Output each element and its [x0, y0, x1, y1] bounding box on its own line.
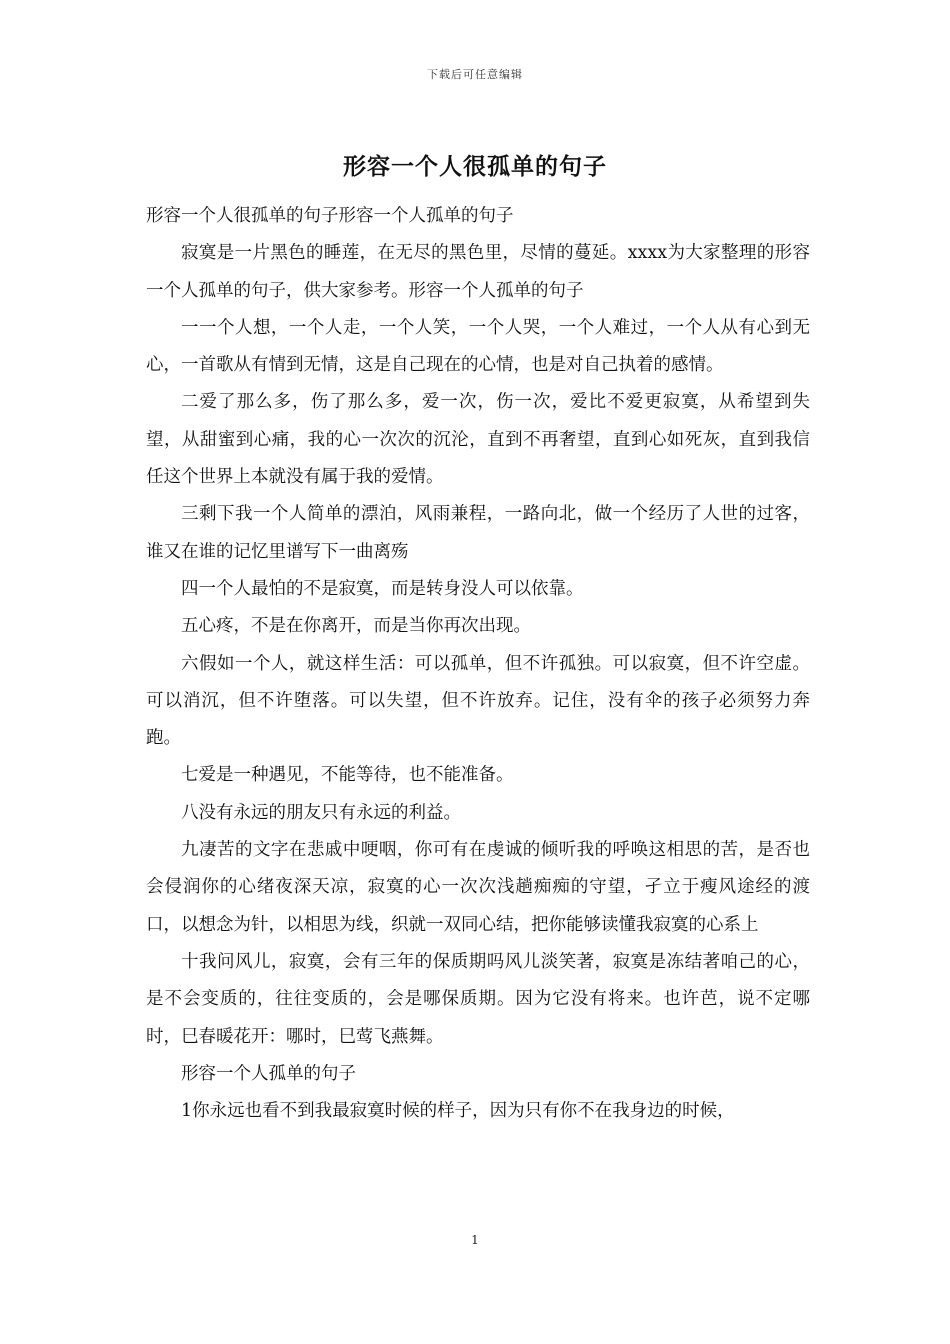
document-subtitle: 形容一个人很孤单的句子形容一个人孤单的句子	[146, 206, 514, 226]
document-title: 形容一个人很孤单的句子	[343, 153, 607, 180]
paragraph-1: 一一个人想，一个人走，一个人笑，一个人哭，一个人难过，一个人从有心到无心，一首歌从有情到无情，这是自己现在的心情，也是对自己执着的感情。	[146, 317, 810, 376]
paragraph-5: 五心疼，不是在你离开，而是当你再次出现。	[181, 616, 531, 637]
paragraph-8: 八没有永远的朋友只有永远的利益。	[181, 802, 461, 823]
header-note: 下载后可任意编辑	[427, 68, 523, 81]
paragraph-2: 二爱了那么多，伤了那么多，爱一次，伤一次，爱比不爱更寂寞，从希望到失望，从甜蜜到心痛，我的心一次次的沉沦，直到不再奢望，直到心如死灰，直到我信任这个世界上本就没有属于我的爱情。	[146, 392, 810, 488]
paragraph-7: 七爱是一种遇见，不能等待，也不能准备。	[181, 765, 514, 786]
paragraph-10: 十我问风儿，寂寞，会有三年的保质期吗风儿淡笑著，寂寞是冻结著咱己的心，是不会变质的，往往变质的，会是哪保质期。因为它没有将来。也许芭，说不定哪时，巳春暖花开：哪时，巳莺飞燕舞。	[146, 951, 810, 1047]
paragraph-3: 三剩下我一个人简单的漂泊，风雨兼程，一路向北，做一个经历了人世的过客，谁又在谁的记忆里谱写下一曲离殇	[146, 504, 810, 562]
section-heading: 形容一个人孤单的句子	[181, 1063, 356, 1084]
paragraph-6: 六假如一个人，就这样生活：可以孤单，但不许孤独。可以寂寞，但不许空虚。可以消沉，但不许堕落。可以失望，但不许放弃。记住，没有伞的孩子必须努力奔跑。	[146, 653, 810, 749]
paragraph-list-1: 1你永远也看不到我最寂寞时候的样子，因为只有你不在我身边的时候，	[181, 1101, 735, 1122]
document-body	[146, 198, 810, 1130]
paragraph-4: 四一个人最怕的不是寂寞，而是转身没人可以依靠。	[181, 578, 584, 599]
page-number: 1	[471, 1233, 479, 1247]
paragraph-9: 九凄苦的文字在悲戚中哽咽，你可有在虔诚的倾听我的呼唤这相思的苦，是否也会侵润你的心绪夜深天凉，寂寞的心一次次浅趟痴痴的守望，孑立于瘦风途经的渡口，以想念为针，以相思为线，织就一双同心结，把你能够读懂我寂寞的心系上	[146, 840, 810, 935]
paragraph-intro: 寂寞是一片黑色的睡莲，在无尽的黑色里，尽情的蔓延。xxxx为大家整理的形容一个人孤单的句子，供大家参考。形容一个人孤单的句子	[146, 243, 810, 301]
